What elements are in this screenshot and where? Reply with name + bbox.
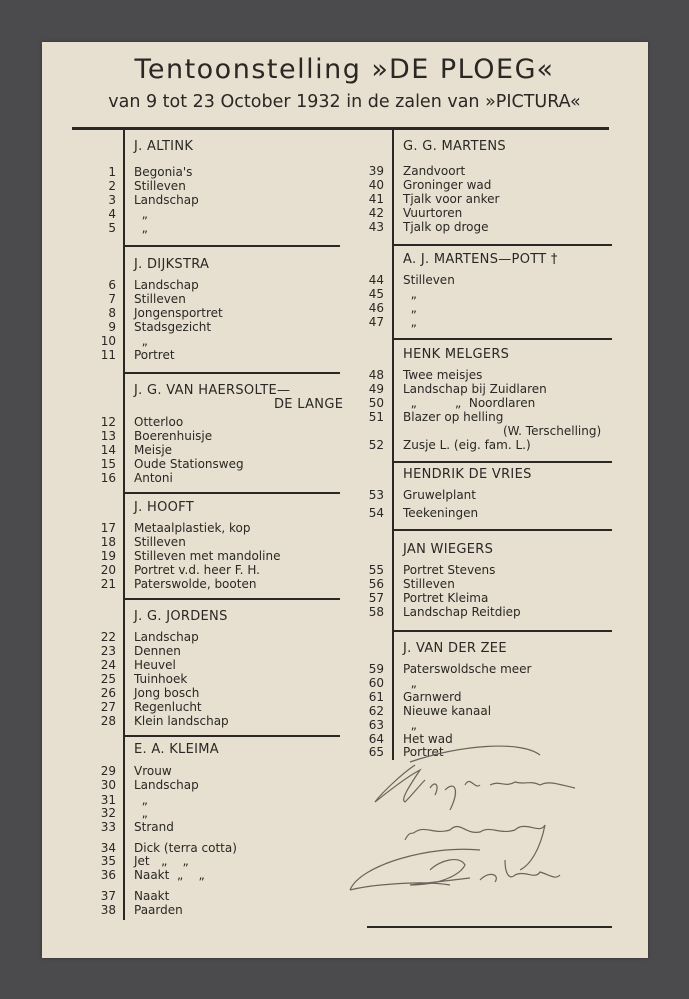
catalog-number: 21 <box>100 577 116 591</box>
artwork-title: „ <box>403 676 417 690</box>
catalog-number: 4 <box>108 207 116 221</box>
catalog-number: 3 <box>108 193 116 207</box>
right-column-divider <box>392 130 394 760</box>
catalog-number: 34 <box>100 841 116 855</box>
artist-name: J. HOOFT <box>134 500 194 515</box>
artwork-title: Stilleven met mandoline <box>134 549 281 563</box>
header-rule <box>72 127 609 130</box>
artwork-title: Stilleven <box>134 535 186 549</box>
catalog-number: 59 <box>368 662 384 676</box>
artwork-title: Paterswolde, booten <box>134 577 257 591</box>
artwork-title: Landschap Reitdiep <box>403 605 521 619</box>
catalog-number: 19 <box>100 549 116 563</box>
artist-name: G. G. MARTENS <box>403 139 506 154</box>
artwork-title: „ <box>403 315 417 329</box>
artwork-title: Paterswoldsche meer <box>403 662 532 676</box>
catalog-number: 57 <box>368 591 384 605</box>
artwork-title: Landschap <box>134 630 199 644</box>
artwork-title: Landschap bij Zuidlaren <box>403 382 547 396</box>
artwork-title: Stilleven <box>134 292 186 306</box>
artwork-title: „ <box>403 301 417 315</box>
artwork-title: Jet „ „ <box>134 854 189 868</box>
artwork-title: „ <box>134 793 148 807</box>
artwork-title: Dennen <box>134 644 181 658</box>
catalog-number: 20 <box>100 563 116 577</box>
page-title: Tentoonstelling »DE PLOEG« <box>134 54 555 85</box>
section-divider <box>124 492 340 494</box>
artist-name: JAN WIEGERS <box>403 542 494 557</box>
catalog-number: 28 <box>100 714 116 728</box>
artwork-title: Strand <box>134 820 174 834</box>
artwork-title: Tuinhoek <box>134 672 188 686</box>
artwork-title: „ <box>134 207 148 221</box>
catalog-number: 40 <box>368 178 384 192</box>
artwork-title: Heuvel <box>134 658 176 672</box>
artwork-title: „ <box>403 287 417 301</box>
catalog-number: 14 <box>100 443 116 457</box>
artwork-title: Antoni <box>134 471 173 485</box>
artwork-title: Otterloo <box>134 415 184 429</box>
artist-name: J. G. VAN HAERSOLTE— <box>134 383 291 398</box>
catalog-number: 58 <box>368 605 384 619</box>
catalog-number: 26 <box>100 686 116 700</box>
section-divider <box>393 244 612 246</box>
artist-name: J. VAN DER ZEE <box>403 641 507 656</box>
artwork-title: Landschap <box>134 193 199 207</box>
catalog-number: 9 <box>108 320 116 334</box>
left-column-divider <box>123 130 125 920</box>
catalog-number: 33 <box>100 820 116 834</box>
catalog-number: 47 <box>368 315 384 329</box>
artwork-title: Stilleven <box>403 273 455 287</box>
catalog-number: 41 <box>368 192 384 206</box>
artwork-title: Jong bosch <box>134 686 200 700</box>
page-subtitle: van 9 tot 23 October 1932 in de zalen van »PICTURA« <box>108 92 581 112</box>
artwork-title: Twee meisjes <box>403 368 483 382</box>
catalog-number: 56 <box>368 577 384 591</box>
catalog-number: 42 <box>368 206 384 220</box>
artwork-title: Dick (terra cotta) <box>134 841 237 855</box>
artwork-title: „ „ Noordlaren <box>403 396 536 410</box>
artwork-title: Tjalk op droge <box>403 220 489 234</box>
catalog-number: 29 <box>100 764 116 778</box>
section-divider <box>393 338 612 340</box>
section-divider <box>124 598 340 600</box>
catalog-number: 48 <box>368 368 384 382</box>
artist-name: J. DIJKSTRA <box>134 257 210 272</box>
section-divider <box>393 461 612 463</box>
catalog-number: 25 <box>100 672 116 686</box>
catalog-number: 8 <box>108 306 116 320</box>
catalog-number: 51 <box>368 410 384 424</box>
artist-name-line2: DE LANGE <box>274 397 344 412</box>
artwork-title: Garnwerd <box>403 690 462 704</box>
artwork-title: Boerenhuisje <box>134 429 213 443</box>
catalog-number: 17 <box>100 521 116 535</box>
catalog-number: 27 <box>100 700 116 714</box>
footer-rule <box>367 926 612 928</box>
artwork-title: Paarden <box>134 903 183 917</box>
artwork-title: Tjalk voor anker <box>403 192 500 206</box>
artwork-title: Landschap <box>134 778 199 792</box>
catalog-number: 38 <box>100 903 116 917</box>
catalog-number: 5 <box>108 221 116 235</box>
catalog-number: 62 <box>368 704 384 718</box>
section-divider <box>124 735 340 737</box>
artwork-title: Vuurtoren <box>403 206 463 220</box>
artwork-title: Nieuwe kanaal <box>403 704 492 718</box>
catalog-number: 65 <box>368 745 384 759</box>
artwork-title: Teekeningen <box>403 506 479 520</box>
catalog-number: 30 <box>100 778 116 792</box>
artwork-title: Stilleven <box>134 179 186 193</box>
catalog-number: 49 <box>368 382 384 396</box>
catalog-number: 64 <box>368 732 384 746</box>
artwork-title: Blazer op helling <box>403 410 504 424</box>
catalog-number: 46 <box>368 301 384 315</box>
artwork-title: Portret v.d. heer F. H. <box>134 563 260 577</box>
catalog-number: 12 <box>100 415 116 429</box>
artwork-title: Klein landschap <box>134 714 229 728</box>
artist-name: J. G. JORDENS <box>134 609 228 624</box>
artwork-title: Naakt <box>134 889 170 903</box>
catalog-number: 31 <box>100 793 116 807</box>
artist-name: J. ALTINK <box>134 139 194 154</box>
artwork-title: Vrouw <box>134 764 172 778</box>
section-divider <box>124 245 340 247</box>
artwork-title: Regenlucht <box>134 700 202 714</box>
artist-name: HENDRIK DE VRIES <box>403 467 532 482</box>
catalog-number: 61 <box>368 690 384 704</box>
artwork-title: Zandvoort <box>403 164 466 178</box>
artwork-title: Oude Stationsweg <box>134 457 244 471</box>
catalog-number: 6 <box>108 278 116 292</box>
catalog-number: 24 <box>100 658 116 672</box>
catalog-number: 45 <box>368 287 384 301</box>
catalog-number: 54 <box>368 506 384 520</box>
artwork-title: Jongensportret <box>134 306 223 320</box>
catalog-number: 39 <box>368 164 384 178</box>
artwork-title: Begonia's <box>134 165 193 179</box>
artwork-title: „ <box>403 718 417 732</box>
catalog-number: 10 <box>100 334 116 348</box>
artwork-title: Portret Kleima <box>403 591 489 605</box>
catalog-number: 2 <box>108 179 116 193</box>
catalog-number: 37 <box>100 889 116 903</box>
artwork-title: „ <box>134 806 148 820</box>
catalog-number: 32 <box>100 806 116 820</box>
handwritten-signature <box>340 740 630 910</box>
catalog-number: 50 <box>368 396 384 410</box>
artwork-title: Zusje L. (eig. fam. L.) <box>403 438 531 452</box>
artwork-title: (W. Terschelling) <box>503 424 602 438</box>
catalog-number: 52 <box>368 438 384 452</box>
artwork-title: „ <box>134 221 148 235</box>
artist-name: A. J. MARTENS—POTT † <box>403 252 558 267</box>
artist-name: E. A. KLEIMA <box>134 742 219 757</box>
artwork-title: Portret <box>134 348 175 362</box>
artwork-title: Metaalplastiek, kop <box>134 521 251 535</box>
catalog-number: 18 <box>100 535 116 549</box>
artwork-title: Meisje <box>134 443 173 457</box>
catalog-number: 1 <box>108 165 116 179</box>
section-divider <box>124 372 340 374</box>
artwork-title: Stadsgezicht <box>134 320 212 334</box>
catalog-number: 63 <box>368 718 384 732</box>
catalog-number: 44 <box>368 273 384 287</box>
artwork-title: „ <box>134 334 148 348</box>
artist-name: HENK MELGERS <box>403 347 510 362</box>
artwork-title: Naakt „ „ <box>134 868 205 882</box>
artwork-title: Portret Stevens <box>403 563 496 577</box>
artwork-title: Groninger wad <box>403 178 492 192</box>
catalog-number: 15 <box>100 457 116 471</box>
artwork-title: Het wad <box>403 732 453 746</box>
catalog-number: 23 <box>100 644 116 658</box>
artwork-title: Stilleven <box>403 577 455 591</box>
catalog-number: 43 <box>368 220 384 234</box>
artwork-title: Portret <box>403 745 444 759</box>
catalog-number: 53 <box>368 488 384 502</box>
section-divider <box>393 529 612 531</box>
catalog-number: 35 <box>100 854 116 868</box>
catalog-number: 55 <box>368 563 384 577</box>
catalog-number: 16 <box>100 471 116 485</box>
catalog-number: 13 <box>100 429 116 443</box>
catalog-number: 11 <box>100 348 116 362</box>
section-divider <box>393 630 612 632</box>
artwork-title: Landschap <box>134 278 199 292</box>
catalog-number: 60 <box>368 676 384 690</box>
artwork-title: Gruwelplant <box>403 488 476 502</box>
catalog-number: 22 <box>100 630 116 644</box>
catalog-number: 36 <box>100 868 116 882</box>
catalog-number: 7 <box>108 292 116 306</box>
